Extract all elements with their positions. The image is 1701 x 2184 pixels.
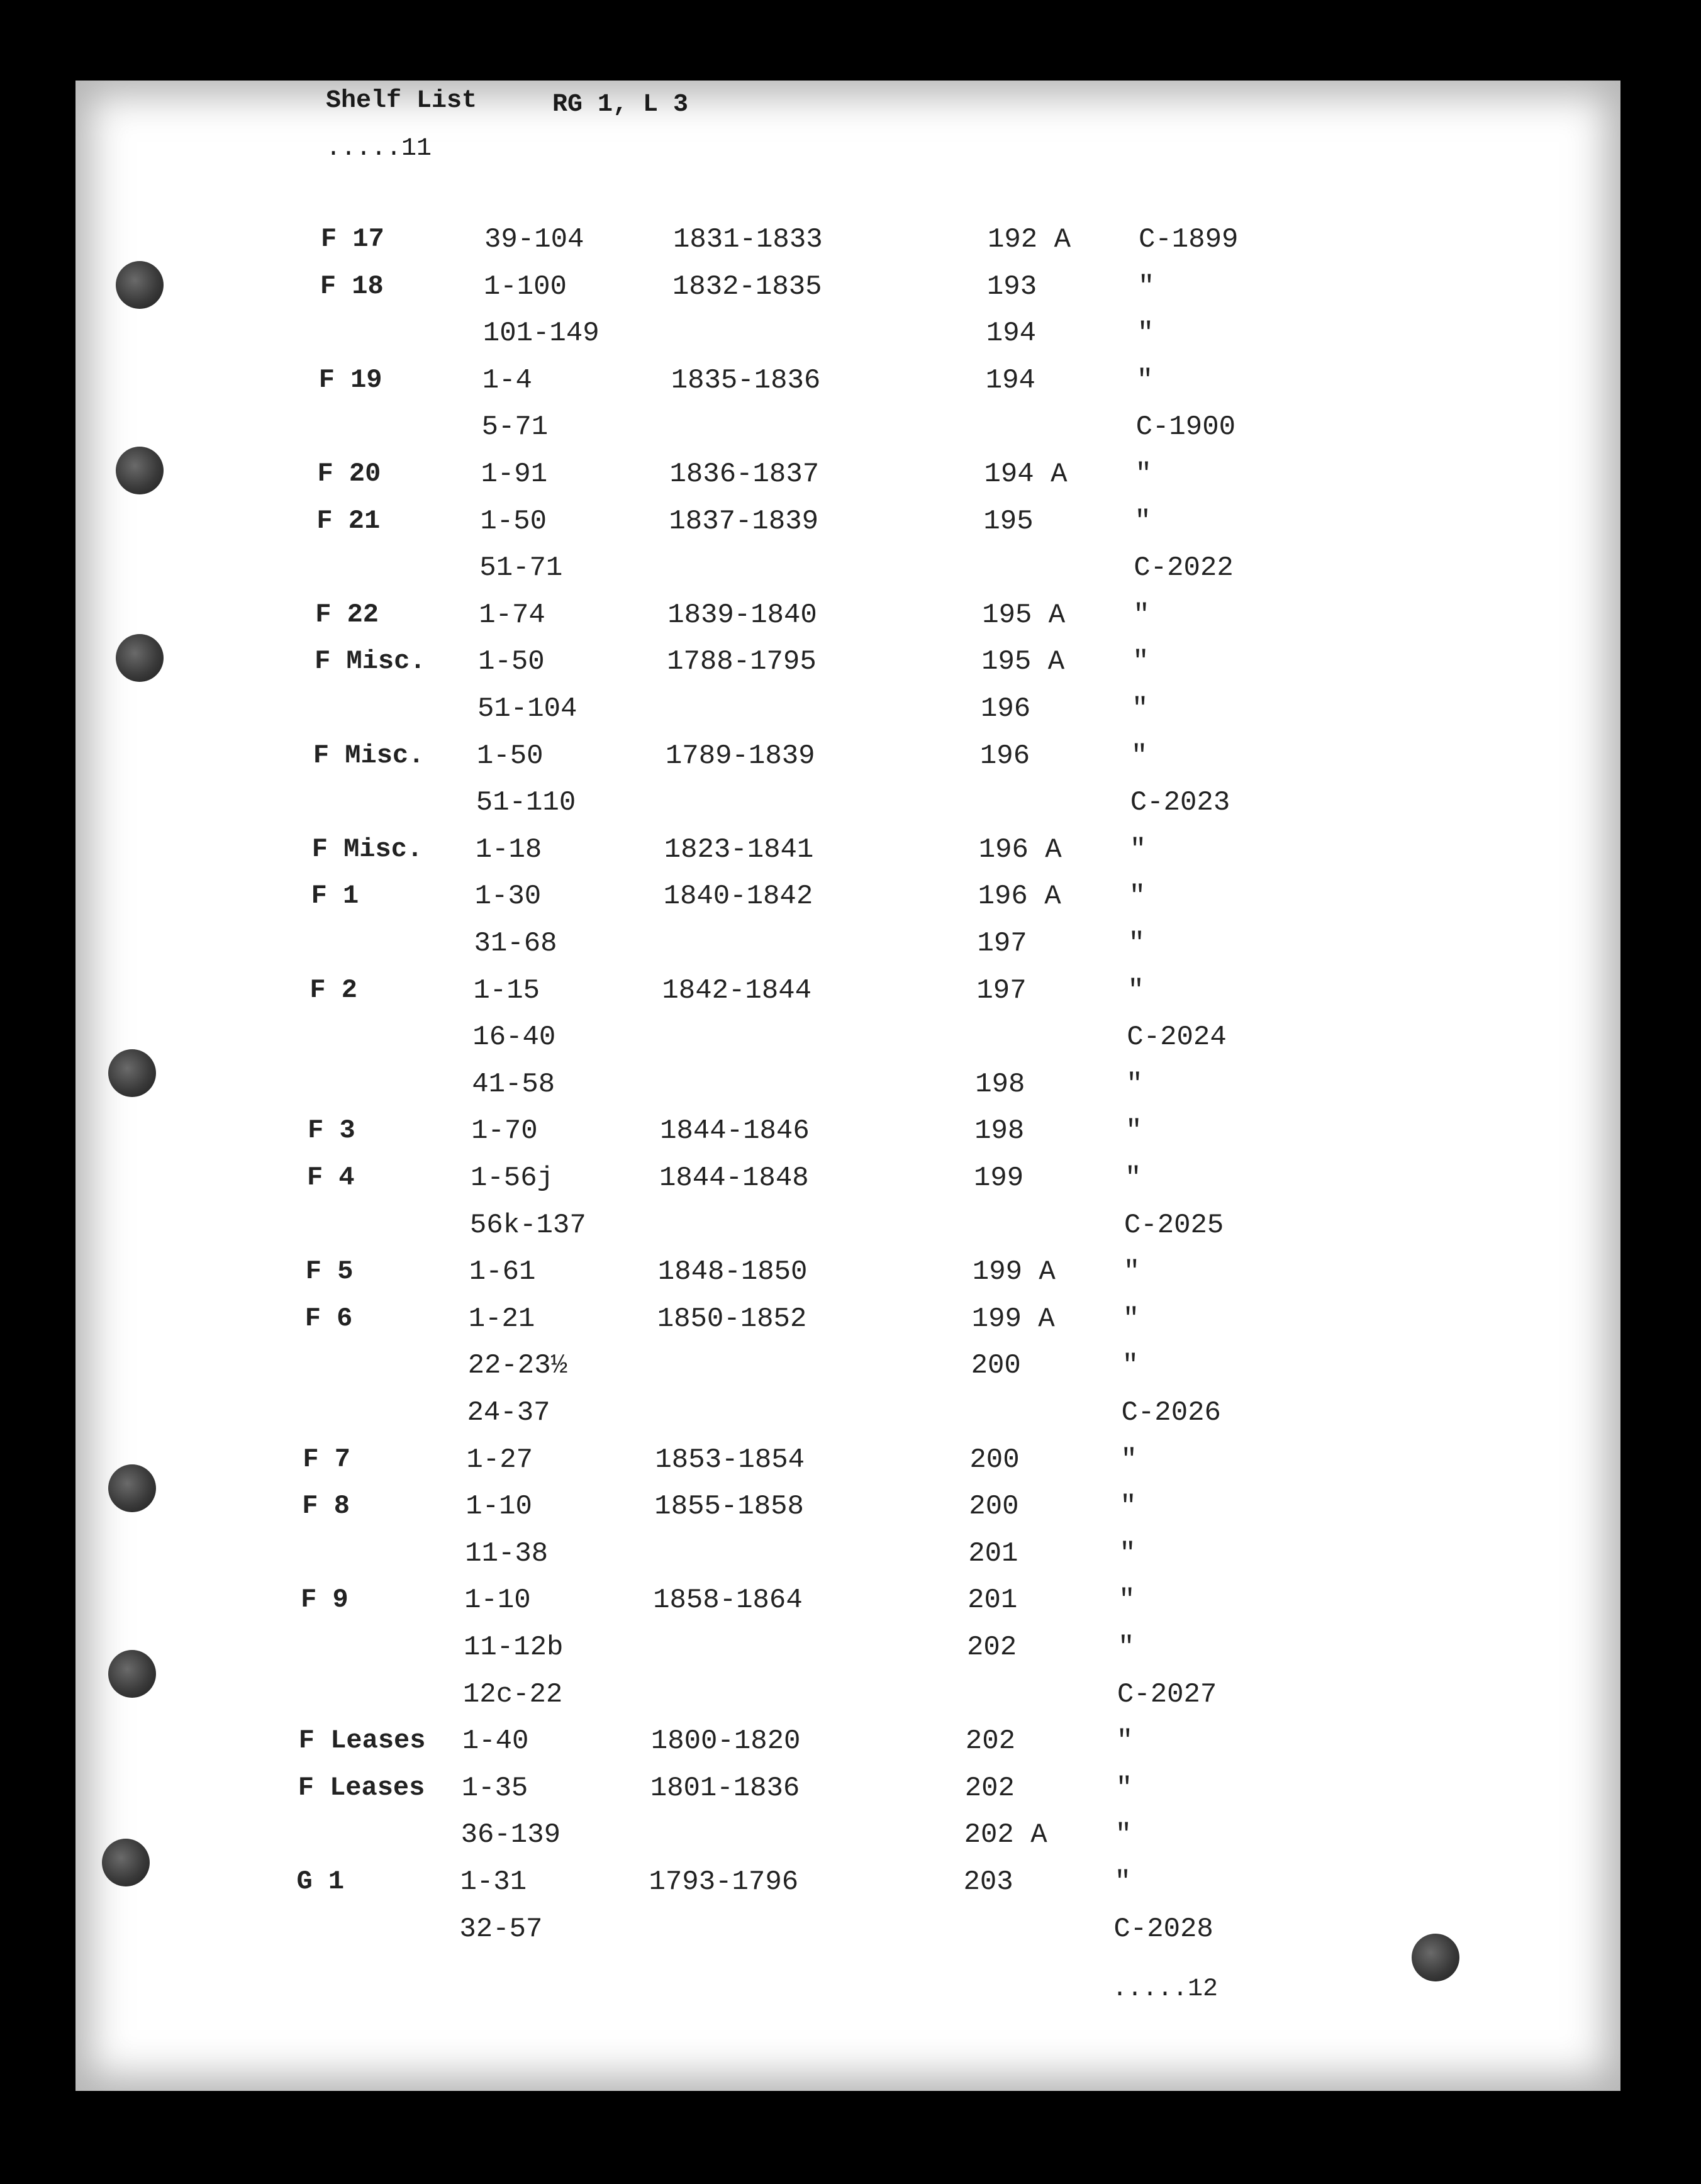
microfilm-cell: " [1119, 1537, 1136, 1569]
folder-cell: F 20 [317, 459, 381, 489]
date-range-cell: 1844-1848 [659, 1162, 809, 1194]
table-row [75, 1914, 1620, 1960]
item-range-cell: 1-50 [480, 505, 547, 537]
box-number-cell: 200 [971, 1350, 1021, 1382]
microfilm-cell: " [1120, 1491, 1137, 1523]
microfilm-cell: " [1126, 1068, 1143, 1100]
box-number-cell: 202 [967, 1632, 1017, 1663]
microfilm-cell: " [1123, 1256, 1141, 1288]
microfilm-cell: " [1129, 833, 1147, 866]
microfilm-cell: " [1132, 693, 1149, 725]
microfilm-cell: C-1900 [1135, 411, 1236, 443]
date-range-cell: 1793-1796 [649, 1866, 799, 1898]
item-range-cell: 1-100 [483, 270, 567, 303]
item-range-cell: 51-71 [479, 552, 563, 584]
item-range-cell: 1-10 [464, 1585, 531, 1617]
table-row [75, 1256, 1620, 1303]
item-range-cell: 1-18 [475, 833, 542, 866]
item-range-cell: 1-4 [482, 364, 532, 396]
item-range-cell: 16-40 [472, 1022, 556, 1054]
table-row [75, 1069, 1620, 1115]
box-number-cell: 194 A [984, 459, 1068, 490]
table-row [75, 411, 1620, 458]
table-row [75, 1632, 1620, 1678]
date-range-cell: 1832-1835 [672, 270, 822, 303]
box-number-cell: 196 [979, 740, 1030, 772]
microfilm-cell: " [1116, 1725, 1134, 1758]
table-row [75, 881, 1620, 927]
microfilm-cell: " [1136, 364, 1154, 396]
date-range-cell: 1801-1836 [650, 1772, 800, 1804]
item-range-cell: 1-56j [471, 1162, 554, 1194]
folder-cell: F Misc. [315, 646, 426, 677]
microfilm-cell: " [1125, 1162, 1142, 1194]
microfilm-cell: " [1135, 459, 1152, 490]
microfilm-cell: " [1137, 270, 1155, 303]
item-range-cell: 5-71 [481, 411, 549, 443]
item-range-cell: 1-10 [466, 1491, 532, 1523]
microfilm-cell: C-2028 [1113, 1913, 1213, 1945]
item-range-cell: 1-31 [460, 1866, 527, 1898]
table-row [75, 1773, 1620, 1819]
item-range-cell: 51-110 [476, 787, 576, 819]
microfilm-cell: " [1132, 646, 1149, 678]
table-row [75, 318, 1620, 364]
folder-cell: F 7 [303, 1444, 351, 1474]
table-row [75, 1397, 1620, 1444]
item-range-cell: 1-61 [469, 1256, 536, 1288]
box-number-cell: 195 A [981, 646, 1065, 678]
microfilm-cell: " [1127, 974, 1144, 1006]
next-page-marker: .....12 [1112, 1975, 1219, 2003]
box-number-cell: 203 [963, 1866, 1013, 1898]
folder-cell: F Leases [298, 1725, 426, 1756]
date-range-cell: 1839-1840 [667, 599, 817, 631]
table-row [75, 1679, 1620, 1725]
item-range-cell: 36-139 [460, 1819, 561, 1851]
table-row [75, 1725, 1620, 1772]
date-range-cell: 1842-1844 [662, 974, 812, 1006]
date-range-cell: 1855-1858 [654, 1491, 804, 1523]
box-number-cell: 202 [964, 1772, 1015, 1804]
folder-cell: F 3 [308, 1115, 355, 1146]
item-range-cell: 101-149 [482, 318, 600, 350]
box-number-cell: 197 [976, 974, 1027, 1006]
folder-cell: F 9 [301, 1585, 349, 1615]
microfilm-cell: " [1115, 1819, 1132, 1851]
folder-cell: F Misc. [313, 740, 425, 771]
item-range-cell: 1-91 [481, 459, 548, 490]
date-range-cell: 1831-1833 [673, 224, 823, 255]
item-range-cell: 39-104 [484, 224, 584, 255]
item-range-cell: 1-27 [466, 1444, 533, 1476]
box-number-cell: 201 [968, 1537, 1018, 1569]
item-range-cell: 1-70 [471, 1115, 538, 1147]
table-row [75, 787, 1620, 833]
box-number-cell: 199 A [972, 1256, 1056, 1288]
table-row [75, 459, 1620, 505]
microfilm-cell: " [1118, 1585, 1135, 1617]
date-range-cell: 1853-1854 [655, 1444, 805, 1476]
table-row [75, 1303, 1620, 1350]
item-range-cell: 1-15 [473, 974, 540, 1006]
item-range-cell: 32-57 [459, 1913, 543, 1945]
box-number-cell: 197 [977, 928, 1027, 959]
date-range-cell: 1840-1842 [663, 881, 813, 913]
previous-page-marker: .....11 [326, 135, 432, 163]
date-range-cell: 1835-1836 [671, 364, 821, 396]
box-number-cell: 198 [975, 1068, 1025, 1100]
box-number-cell: 195 [983, 505, 1034, 537]
page-title: Shelf List [326, 87, 477, 115]
microfilm-cell: " [1122, 1350, 1139, 1382]
item-range-cell: 41-58 [472, 1068, 555, 1100]
item-range-cell: 11-38 [465, 1537, 549, 1569]
table-row [75, 1444, 1620, 1491]
folder-cell: F Leases [298, 1772, 425, 1803]
table-row [75, 928, 1620, 974]
box-number-cell: 200 [969, 1444, 1020, 1476]
date-range-cell: 1800-1820 [650, 1725, 801, 1758]
date-range-cell: 1844-1846 [660, 1115, 810, 1147]
table-row [75, 1022, 1620, 1068]
folder-cell: F 21 [316, 505, 381, 536]
microfilm-cell: " [1137, 318, 1154, 350]
date-range-cell: 1789-1839 [665, 740, 815, 772]
microfilm-cell: " [1130, 740, 1148, 772]
table-row [75, 224, 1620, 270]
date-range-cell: 1837-1839 [669, 505, 819, 537]
microfilm-cell: C-2023 [1130, 787, 1230, 819]
box-number-cell: 194 [986, 318, 1037, 350]
date-range-cell: 1823-1841 [664, 833, 814, 866]
folder-cell: F 22 [315, 599, 379, 630]
box-number-cell: 199 [974, 1162, 1024, 1194]
microfilm-cell: C-2024 [1127, 1022, 1227, 1054]
microfilm-cell: " [1125, 1115, 1142, 1147]
item-range-cell: 1-74 [479, 599, 545, 631]
box-number-cell: 201 [968, 1585, 1018, 1617]
folder-cell: F 19 [318, 364, 382, 395]
box-number-cell: 194 [985, 364, 1035, 396]
table-row [75, 646, 1620, 693]
microfilm-cell: " [1122, 1303, 1140, 1335]
folder-cell: G 1 [296, 1866, 345, 1897]
box-number-cell: 196 [981, 693, 1031, 725]
date-range-cell: 1788-1795 [667, 646, 817, 678]
table-row [75, 834, 1620, 881]
table-row [75, 552, 1620, 599]
item-range-cell: 51-104 [477, 693, 577, 725]
item-range-cell: 1-35 [461, 1772, 528, 1804]
date-range-cell: 1848-1850 [657, 1256, 808, 1288]
item-range-cell: 1-50 [478, 646, 545, 678]
folder-cell: F 18 [320, 270, 384, 301]
microfilm-cell: " [1118, 1632, 1135, 1663]
table-row [75, 271, 1620, 318]
folder-cell: F 17 [321, 224, 384, 254]
table-row [75, 1538, 1620, 1585]
table-row [75, 365, 1620, 411]
microfilm-cell: C-2025 [1124, 1209, 1224, 1241]
item-range-cell: 1-30 [474, 881, 542, 913]
microfilm-cell: " [1120, 1444, 1137, 1476]
box-number-cell: 198 [974, 1115, 1025, 1147]
box-number-cell: 202 A [964, 1819, 1047, 1851]
table-row [75, 1585, 1620, 1631]
box-number-cell: 196 A [978, 833, 1062, 866]
folder-cell: F Misc. [311, 833, 423, 864]
item-range-cell: 1-40 [462, 1725, 529, 1758]
microfilm-cell: C-2026 [1121, 1397, 1221, 1429]
box-number-cell: 200 [969, 1491, 1019, 1523]
table-row [75, 975, 1620, 1022]
microfilm-cell: " [1128, 928, 1145, 959]
folder-cell: F 1 [311, 881, 359, 911]
box-number-cell: 199 A [971, 1303, 1055, 1335]
microfilm-cell: " [1133, 599, 1150, 631]
item-range-cell: 1-21 [468, 1303, 535, 1335]
item-range-cell: 56k-137 [469, 1209, 586, 1241]
table-row [75, 1210, 1620, 1256]
item-range-cell: 22-23½ [467, 1350, 568, 1382]
item-range-cell: 24-37 [467, 1397, 550, 1429]
box-number-cell: 193 [986, 270, 1037, 303]
folder-cell: F 6 [304, 1303, 353, 1334]
folder-cell: F 2 [310, 974, 358, 1005]
document-page [75, 81, 1620, 2091]
microfilm-cell: " [1129, 881, 1146, 913]
microfilm-cell: C-2027 [1117, 1678, 1217, 1710]
item-range-cell: 11-12b [464, 1632, 564, 1663]
table-row [75, 1866, 1620, 1913]
table-row [75, 1115, 1620, 1162]
box-number-cell: 192 A [988, 224, 1071, 255]
table-row [75, 693, 1620, 740]
microfilm-cell: " [1114, 1866, 1131, 1898]
table-row [75, 1162, 1620, 1209]
table-row [75, 740, 1620, 787]
table-row [75, 1819, 1620, 1866]
date-range-cell: 1858-1864 [653, 1585, 803, 1617]
microfilm-cell: C-1899 [1139, 224, 1239, 255]
box-number-cell: 195 A [982, 599, 1066, 631]
box-number-cell: 202 [965, 1725, 1016, 1758]
date-range-cell: 1836-1837 [669, 459, 820, 490]
folder-cell: F 4 [307, 1162, 355, 1193]
box-number-cell: 196 A [978, 881, 1061, 913]
folder-cell: F 5 [305, 1256, 354, 1287]
microfilm-cell: C-2022 [1134, 552, 1234, 584]
item-range-cell: 12c-22 [462, 1678, 563, 1710]
item-range-cell: 1-50 [476, 740, 544, 772]
record-group-ref: RG 1, L 3 [552, 91, 689, 119]
item-range-cell: 31-68 [474, 928, 557, 959]
table-row [75, 1491, 1620, 1537]
folder-cell: F 8 [302, 1491, 350, 1522]
shelf-list-table [75, 81, 1620, 2091]
table-row [75, 599, 1620, 646]
date-range-cell: 1850-1852 [657, 1303, 807, 1335]
microfilm-cell: " [1134, 505, 1151, 537]
microfilm-cell: " [1115, 1772, 1133, 1804]
table-row [75, 506, 1620, 552]
table-row [75, 1350, 1620, 1396]
